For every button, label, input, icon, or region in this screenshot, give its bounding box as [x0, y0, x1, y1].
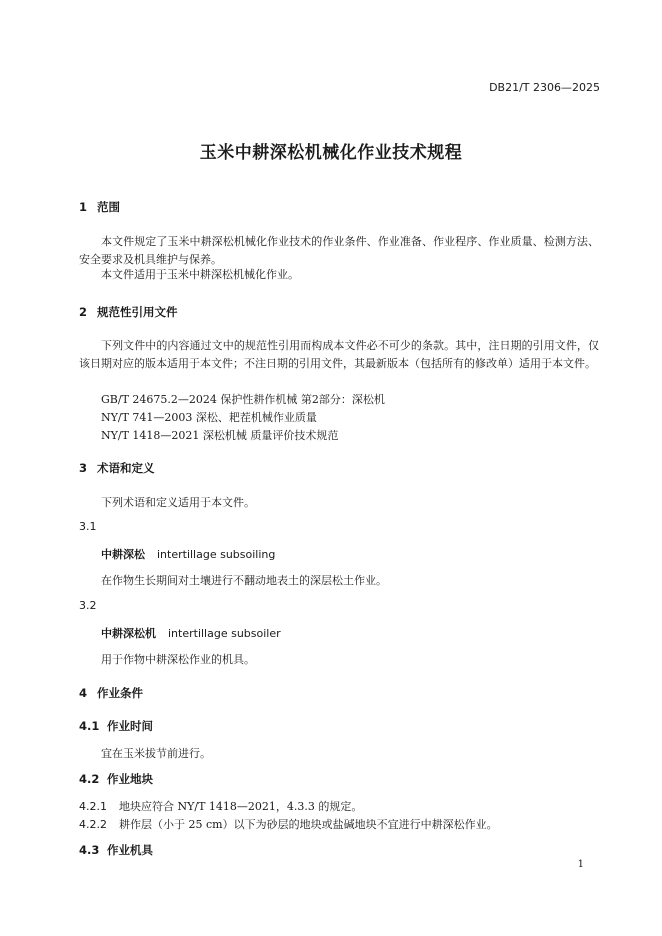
subsection-4-1-heading — [79, 718, 153, 734]
paragraph: 宜在玉米拔节前进行。 — [101, 747, 211, 760]
subsection-number: 4.2 — [79, 772, 100, 786]
reference-item: GB/T 24675.2—2024 保护性耕作机械 第2部分：深松机 — [101, 393, 385, 406]
section-number: 1 — [79, 200, 88, 214]
clause-text: 耕作层（小于 25 cm）以下为砂层的地块或盐碱地块不宜进行中耕深松作业。 — [119, 818, 498, 831]
clause-number: 4.2.1 — [79, 800, 107, 813]
subsection-title: 作业机具 — [107, 843, 153, 857]
subsection-4-2-heading — [79, 771, 153, 787]
reference-item: NY/T 741—2003 深松、耙茬机械作业质量 — [101, 411, 317, 424]
subsection-4-3-heading — [79, 842, 153, 858]
section-number: 4 — [79, 686, 88, 700]
section-title: 术语和定义 — [97, 461, 155, 475]
clause-item — [79, 816, 498, 832]
section-number: 2 — [79, 305, 88, 319]
section-title: 范围 — [97, 200, 120, 214]
reference-item: NY/T 1418—2021 深松机械 质量评价技术规范 — [101, 429, 339, 442]
term-name: 中耕深松机 — [101, 627, 156, 640]
paragraph: 下列术语和定义适用于本文件。 — [101, 496, 255, 509]
term-english: intertillage subsoiler — [168, 627, 281, 640]
document-title: 玉米中耕深松机械化作业技术规程 — [199, 143, 463, 163]
paragraph: 下列文件中的内容通过文中的规范性引用而构成本文件必不可少的条款。其中，注日期的引用文件，仅该日期对应的版本适用于本文件；不注日期的引用文件，其最新版本（包括所有的修改单）适用于本文件。 — [79, 339, 599, 370]
subsection-number: 4.3 — [79, 843, 100, 857]
subsection-title: 作业地块 — [107, 772, 153, 786]
section-title: 作业条件 — [97, 686, 143, 700]
clause-number: 4.2.2 — [79, 818, 107, 831]
subsection-title: 作业时间 — [107, 719, 153, 733]
page-number: 1 — [577, 859, 584, 870]
section-title: 规范性引用文件 — [97, 305, 178, 319]
section-2-heading — [79, 304, 178, 320]
term-definition: 在作物生长期间对土壤进行不翻动地表土的深层松土作业。 — [101, 574, 387, 587]
term-number: 3.2 — [79, 599, 97, 612]
term-name: 中耕深松 — [101, 548, 145, 561]
paragraph: 本文件适用于玉米中耕深松机械化作业。 — [101, 268, 299, 281]
clause-text: 地块应符合 NY/T 1418—2021，4.3.3 的规定。 — [119, 800, 363, 813]
paragraph: 本文件规定了玉米中耕深松机械化作业技术的作业条件、作业准备、作业程序、作业质量、检测方法、安全要求及机具维护与保养。 — [79, 235, 599, 266]
document-code: DB21/T 2306—2025 — [489, 81, 600, 94]
term-entry — [101, 625, 281, 641]
section-3-heading — [79, 460, 155, 476]
subsection-number: 4.1 — [79, 719, 100, 733]
section-1-heading — [79, 199, 120, 215]
section-number: 3 — [79, 461, 88, 475]
term-entry — [101, 546, 275, 562]
term-number: 3.1 — [79, 520, 97, 533]
section-4-heading — [79, 685, 143, 701]
term-definition: 用于作物中耕深松作业的机具。 — [101, 653, 255, 666]
term-english: intertillage subsoiling — [157, 548, 276, 561]
clause-item — [79, 798, 362, 814]
